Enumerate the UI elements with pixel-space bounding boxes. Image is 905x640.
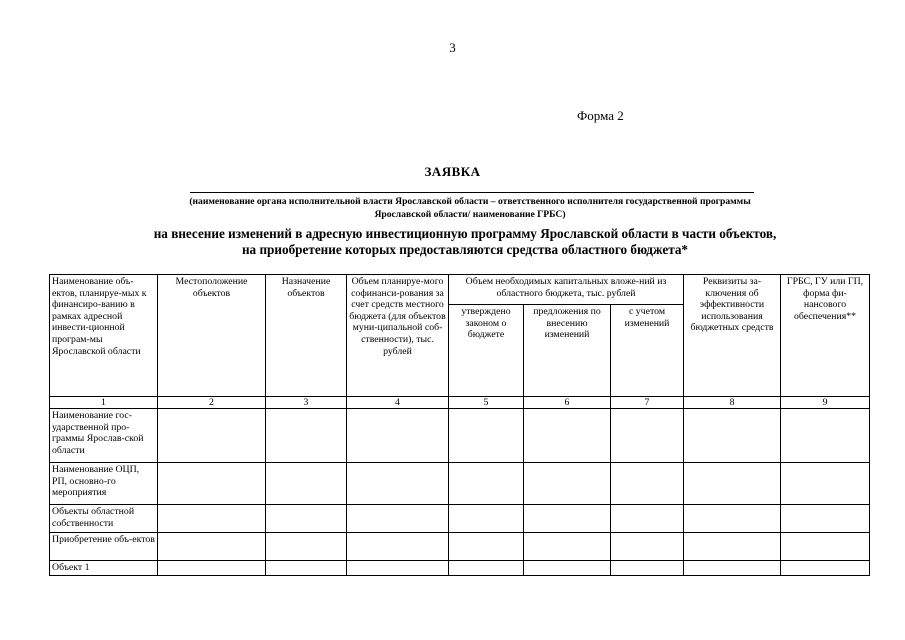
table-cell (347, 533, 449, 561)
table-row (50, 561, 870, 576)
table-cell (611, 505, 684, 533)
table-cell (347, 505, 449, 533)
header-capital-investment-group: Объем необходимых капитальных вложе-ний из областного бюджета, тыс. рублей (449, 275, 684, 305)
header-object-name: Наименование объ-ектов, планируе-мых к финансиро-ванию в рамках адресной инвести-ционной програм-мы Ярославской области (50, 275, 158, 397)
table-cell (524, 463, 611, 505)
header-with-changes: с учетом изменений (611, 305, 684, 397)
header-purpose: Назначение объектов (266, 275, 347, 397)
table-row (50, 409, 870, 463)
column-number: 1 (50, 397, 158, 409)
table-row (50, 533, 870, 561)
table-cell (449, 561, 524, 576)
request-heading (60, 226, 870, 258)
row-label: Наименование гос-ударственной про-граммы Ярослав-ской области (50, 409, 158, 463)
row-label: Объекты областной собственности (50, 505, 158, 533)
table-cell (524, 561, 611, 576)
header-local-cofinancing: Объем планируе-мого софинанси-рования за счет средств местного бюджета (для объектов муни-ципальной соб-ственности), тыс. рублей (347, 275, 449, 397)
table-cell (524, 533, 611, 561)
column-number: 4 (347, 397, 449, 409)
table-row (50, 463, 870, 505)
table-cell (266, 561, 347, 576)
table-cell (449, 409, 524, 463)
header-approved-by-law: утверждено законом о бюджете (449, 305, 524, 397)
table-cell (684, 505, 781, 533)
table-cell (347, 561, 449, 576)
table-cell (611, 409, 684, 463)
table-cell (684, 561, 781, 576)
heading-line: на приобретение которых предоставляются средства областного бюджета* (241, 242, 689, 257)
table-cell (781, 533, 870, 561)
row-label: Приобретение объ-ектов (50, 533, 158, 561)
request-table (49, 274, 870, 576)
table-row (50, 505, 870, 533)
table-cell (684, 463, 781, 505)
table-cell (158, 505, 266, 533)
header-proposed-changes: предложения по внесению изменений (524, 305, 611, 397)
row-label: Наименование ОЦП, РП, основно-го мероприятия (50, 463, 158, 505)
column-number: 2 (158, 397, 266, 409)
table-cell (158, 463, 266, 505)
table-cell (158, 533, 266, 561)
column-number: 3 (266, 397, 347, 409)
table-cell (781, 505, 870, 533)
table-cell (347, 409, 449, 463)
subtitle (110, 195, 830, 221)
table-cell (611, 561, 684, 576)
subtitle-line: Ярославской области/ наименование ГРБС) (374, 209, 566, 220)
header-efficiency-conclusion: Реквизиты за-ключения об эффективности использования бюджетных средств (684, 275, 781, 397)
table-cell (449, 463, 524, 505)
table-cell (158, 409, 266, 463)
header-grbs-form: ГРБС, ГУ или ГП, форма фи-нансового обеспечения** (781, 275, 870, 397)
table-cell (684, 533, 781, 561)
table-cell (449, 505, 524, 533)
table-cell (611, 463, 684, 505)
table-cell (266, 505, 347, 533)
table-cell (611, 533, 684, 561)
table-cell (266, 463, 347, 505)
column-number: 6 (524, 397, 611, 409)
table-cell (449, 533, 524, 561)
table-cell (781, 463, 870, 505)
row-label: Объект 1 (50, 561, 158, 576)
table-cell (266, 409, 347, 463)
table-cell (524, 409, 611, 463)
table-cell (158, 561, 266, 576)
table-cell (684, 409, 781, 463)
table-cell (266, 533, 347, 561)
form-label: Форма 2 (577, 108, 624, 123)
page-number: 3 (449, 40, 456, 55)
header-location: Местоположение объектов (158, 275, 266, 397)
heading-line: на внесение изменений в адресную инвестиционную программу Ярославской области в части объектов, (153, 226, 777, 241)
table-cell (781, 561, 870, 576)
column-number: 7 (611, 397, 684, 409)
table-cell (524, 505, 611, 533)
subtitle-line: (наименование органа исполнительной власти Ярославской области – ответственного исполнителя государственной программы (189, 196, 751, 207)
table-cell (781, 409, 870, 463)
column-number: 5 (449, 397, 524, 409)
column-number: 8 (684, 397, 781, 409)
column-number: 9 (781, 397, 870, 409)
fill-in-line (190, 192, 754, 193)
column-number-row (50, 397, 870, 409)
table-cell (347, 463, 449, 505)
document-title: ЗАЯВКА (424, 164, 481, 179)
